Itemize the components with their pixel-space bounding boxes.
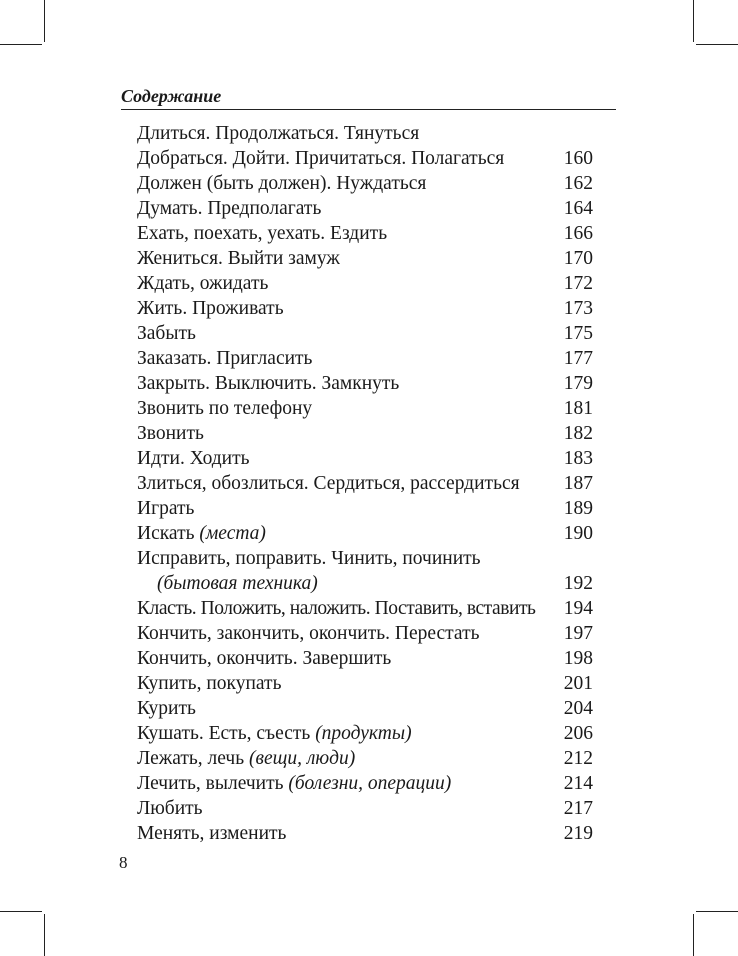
toc-page-number: 166 [563, 223, 593, 244]
toc-entry-title [137, 796, 558, 821]
toc-title-text: Идти. Ходить [137, 448, 250, 469]
toc-entry [137, 271, 593, 296]
toc-page-number: 179 [563, 373, 593, 394]
toc-title-text: Должен (быть должен). Нуждаться [137, 173, 427, 194]
toc-page-number: 194 [563, 598, 593, 619]
toc-entry [137, 221, 593, 246]
toc-line [137, 371, 593, 396]
toc-line [137, 521, 593, 546]
toc-entry [137, 421, 593, 446]
toc-line [137, 346, 593, 371]
toc-page-number: 212 [563, 748, 593, 769]
table-of-contents [137, 121, 593, 846]
toc-title-text: Звонить по телефону [137, 398, 313, 419]
crop-mark [0, 44, 42, 45]
toc-line [137, 496, 593, 521]
toc-title-note: (вещи, люди) [249, 748, 356, 769]
toc-line [137, 421, 593, 446]
toc-entry-title [137, 721, 558, 746]
running-header: Содержание [121, 86, 222, 106]
toc-entry [137, 471, 593, 496]
toc-title-text: Жить. Проживать [137, 298, 284, 319]
toc-title-text: Забыть [137, 323, 196, 344]
toc-title-text: Исправить, поправить. Чинить, починить [137, 548, 481, 569]
toc-line [137, 446, 593, 471]
toc-entry-title [137, 296, 558, 321]
toc-line [137, 221, 593, 246]
toc-title-text: Кушать. Есть, съесть [137, 723, 316, 744]
toc-page-number: 183 [563, 448, 593, 469]
toc-entry-title [137, 746, 558, 771]
toc-page-number: 190 [563, 523, 593, 544]
toc-line [137, 821, 593, 846]
toc-title-text: Лечить, вылечить [137, 773, 289, 794]
toc-entry [137, 646, 593, 671]
crop-mark [693, 0, 694, 42]
toc-page-number: 187 [563, 473, 593, 494]
toc-title-note: (болезни, операции) [288, 773, 452, 794]
toc-entry-title [137, 371, 558, 396]
toc-entry [137, 596, 593, 621]
toc-page-number: 204 [563, 698, 593, 719]
toc-page-number: 172 [563, 273, 593, 294]
toc-page-number: 197 [563, 623, 593, 644]
toc-entry-title [137, 696, 558, 721]
toc-line [137, 546, 593, 571]
page-number: 8 [119, 853, 128, 872]
toc-page-number: 181 [563, 398, 593, 419]
toc-entry [137, 771, 593, 796]
toc-page-number: 206 [563, 723, 593, 744]
toc-entry [137, 346, 593, 371]
toc-title-text: Кончить, закончить, окончить. Перестать [137, 623, 480, 644]
toc-entry [137, 671, 593, 696]
toc-page-number: 173 [563, 298, 593, 319]
toc-entry-title [137, 221, 558, 246]
toc-entry [137, 821, 593, 846]
crop-mark [44, 0, 45, 42]
toc-line-continuation [137, 571, 593, 596]
crop-mark [696, 911, 738, 912]
toc-title-text: Звонить [137, 423, 204, 444]
toc-page-number: 164 [563, 198, 593, 219]
toc-title-text: Любить [137, 798, 203, 819]
toc-line [137, 146, 593, 171]
toc-title-text: Менять, изменить [137, 823, 287, 844]
toc-line [137, 621, 593, 646]
toc-line [137, 296, 593, 321]
toc-line [137, 246, 593, 271]
toc-page-number: 201 [563, 673, 593, 694]
toc-title-text: Злиться, обозлиться. Сердиться, рассердиться [137, 473, 520, 494]
toc-title-note: (продукты) [315, 723, 412, 744]
toc-entry [137, 446, 593, 471]
toc-line [137, 721, 593, 746]
toc-page-number: 162 [563, 173, 593, 194]
toc-entry-title [137, 271, 558, 296]
toc-title-text: Класть. Положить, наложить. Поставить, вставить [137, 598, 536, 619]
header-rule [121, 109, 616, 110]
toc-page-number: 219 [563, 823, 593, 844]
toc-entry [137, 696, 593, 721]
toc-title-text: Ждать, ожидать [137, 273, 269, 294]
toc-title-text: Закрыть. Выключить. Замкнуть [137, 373, 400, 394]
toc-entry [137, 246, 593, 271]
toc-line [137, 696, 593, 721]
toc-page-number: 175 [563, 323, 593, 344]
toc-line [137, 646, 593, 671]
toc-entry-title [137, 546, 593, 571]
toc-entry-title [137, 246, 558, 271]
crop-mark [0, 911, 42, 912]
toc-title-text: Искать [137, 523, 200, 544]
toc-entry [137, 196, 593, 221]
toc-entry [137, 721, 593, 746]
toc-entry-title [137, 646, 558, 671]
toc-title-text: Лежать, лечь [137, 748, 250, 769]
toc-entry-title [137, 346, 558, 371]
crop-mark [44, 914, 45, 956]
toc-title-text: Длиться. Продолжаться. Тянуться [137, 123, 420, 144]
crop-mark [696, 44, 738, 45]
toc-entry [137, 496, 593, 521]
toc-entry-title [137, 621, 558, 646]
toc-entry-title [137, 396, 558, 421]
toc-entry-title [137, 171, 558, 196]
toc-page-number: 192 [563, 573, 593, 594]
toc-entry-title [137, 321, 558, 346]
toc-entry-title [137, 771, 558, 796]
toc-entry-title [137, 196, 558, 221]
toc-entry-title [137, 446, 558, 471]
toc-entry [137, 546, 593, 596]
toc-entry-title [137, 146, 558, 171]
toc-line [137, 596, 593, 621]
toc-entry [137, 146, 593, 171]
toc-line [137, 471, 593, 496]
toc-title-text: Жениться. Выйти замуж [137, 248, 340, 269]
toc-line [137, 121, 593, 146]
toc-line [137, 746, 593, 771]
toc-line [137, 771, 593, 796]
toc-page-number: 177 [563, 348, 593, 369]
toc-entry [137, 396, 593, 421]
toc-entry-title [137, 596, 558, 621]
toc-title-text: Купить, покупать [137, 673, 282, 694]
toc-entry-title [137, 821, 558, 846]
toc-entry [137, 296, 593, 321]
toc-title-text: Думать. Предполагать [137, 198, 322, 219]
toc-entry-title [137, 421, 558, 446]
toc-line [137, 321, 593, 346]
toc-entry-title [137, 121, 587, 146]
toc-entry [137, 371, 593, 396]
toc-entry [137, 321, 593, 346]
toc-line [137, 396, 593, 421]
toc-page-number: 170 [563, 248, 593, 269]
toc-entry-title [137, 671, 558, 696]
toc-entry-title [137, 471, 558, 496]
toc-entry [137, 171, 593, 196]
toc-title-text: Заказать. Пригласить [137, 348, 313, 369]
toc-page-number: 198 [563, 648, 593, 669]
toc-title-text: Курить [137, 698, 196, 719]
toc-title-text: Играть [137, 498, 195, 519]
toc-entry [137, 746, 593, 771]
toc-page-number: 214 [563, 773, 593, 794]
crop-mark [693, 914, 694, 956]
toc-line [137, 671, 593, 696]
toc-entry-title [137, 496, 558, 521]
toc-title-text: Ехать, поехать, уехать. Ездить [137, 223, 388, 244]
toc-line [137, 196, 593, 221]
toc-line [137, 171, 593, 196]
toc-title-note: (бытовая техника) [157, 573, 318, 594]
toc-entry [137, 521, 593, 546]
toc-line [137, 796, 593, 821]
toc-page-number: 182 [563, 423, 593, 444]
toc-page-number: 160 [563, 148, 593, 169]
toc-page-number: 217 [563, 798, 593, 819]
toc-entry [137, 121, 593, 146]
toc-title-note: (места) [199, 523, 266, 544]
toc-line [137, 271, 593, 296]
toc-entry [137, 796, 593, 821]
toc-title-text: Кончить, окончить. Завершить [137, 648, 392, 669]
toc-page-number: 189 [563, 498, 593, 519]
toc-entry [137, 621, 593, 646]
toc-entry-title [137, 521, 558, 546]
toc-title-text: Добраться. Дойти. Причитаться. Полагаться [137, 148, 505, 169]
